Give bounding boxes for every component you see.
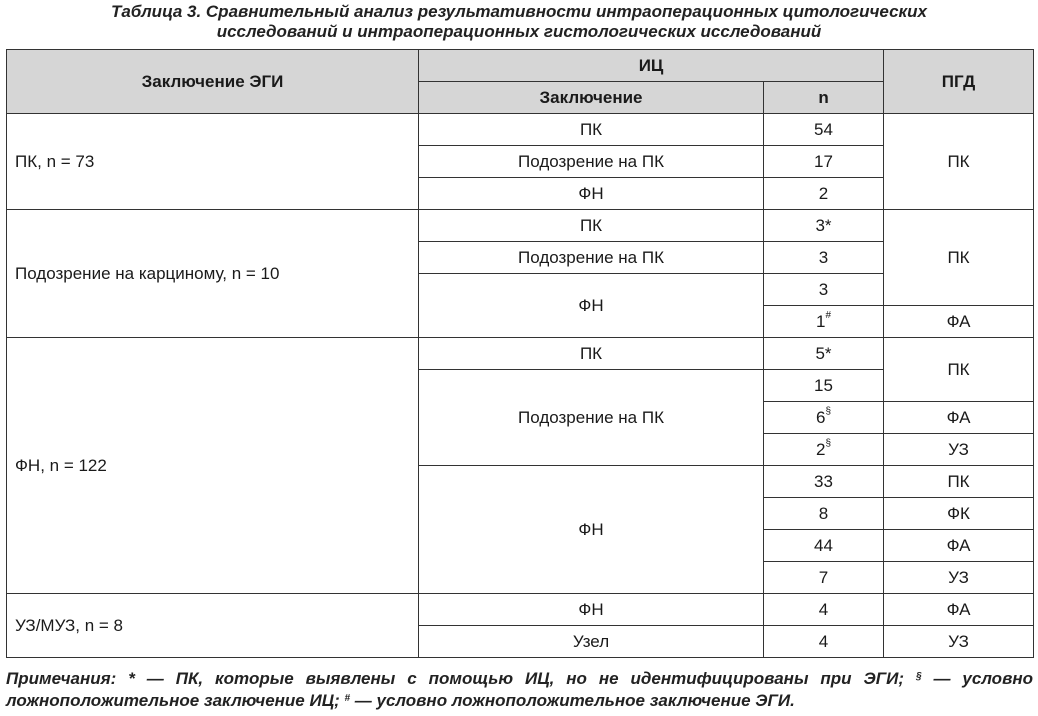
n-value — [764, 402, 884, 434]
ic-conclusion: ПК — [419, 338, 764, 370]
table-row — [7, 210, 1034, 242]
header-pgd: ПГД — [884, 50, 1034, 114]
table-row — [7, 114, 1034, 146]
n-value: 4 — [764, 626, 884, 658]
pgd-value: ФА — [884, 402, 1034, 434]
n-value: 3 — [764, 274, 884, 306]
pgd-value: ПК — [884, 210, 1034, 306]
pgd-value: ПК — [884, 466, 1034, 498]
n-value: 3* — [764, 210, 884, 242]
n-number: 2 — [815, 439, 826, 459]
table-caption — [0, 2, 1038, 42]
header-egi: Заключение ЭГИ — [7, 50, 419, 114]
footnote-mark: § — [825, 405, 832, 417]
table-row — [7, 594, 1034, 626]
n-value: 54 — [764, 114, 884, 146]
footnote-mark: # — [825, 309, 832, 321]
n-value: 5* — [764, 338, 884, 370]
ic-conclusion: Подозрение на ПК — [419, 146, 764, 178]
pgd-value: ФА — [884, 594, 1034, 626]
notes-text-3: — условно ложноположительное заключение ЭГИ. — [350, 691, 795, 710]
n-value: 33 — [764, 466, 884, 498]
header-n: n — [764, 82, 884, 114]
pgd-value: УЗ — [884, 562, 1034, 594]
n-value: 7 — [764, 562, 884, 594]
pgd-value: ФК — [884, 498, 1034, 530]
n-value: 17 — [764, 146, 884, 178]
pgd-value: УЗ — [884, 626, 1034, 658]
group-label: Подозрение на карциному, n = 10 — [7, 210, 419, 338]
pgd-value: ФА — [884, 530, 1034, 562]
ic-conclusion: ФН — [419, 274, 764, 338]
header-ic: ИЦ — [419, 50, 884, 82]
pgd-value: ПК — [884, 338, 1034, 402]
n-value: 4 — [764, 594, 884, 626]
caption-line-2: исследований и интраоперационных гистологических исследований — [216, 22, 822, 41]
n-value: 8 — [764, 498, 884, 530]
footnote-mark: § — [825, 437, 832, 449]
ic-conclusion: ФН — [419, 178, 764, 210]
ic-conclusion: ФН — [419, 594, 764, 626]
n-value: 44 — [764, 530, 884, 562]
n-value: 2 — [764, 178, 884, 210]
pgd-value: ПК — [884, 114, 1034, 210]
table-notes — [6, 668, 1033, 712]
n-value — [764, 306, 884, 338]
group-label: ПК, n = 73 — [7, 114, 419, 210]
caption-line-1: Таблица 3. Сравнительный анализ результативности интраоперационных цитологических — [110, 2, 928, 21]
header-conclusion: Заключение — [419, 82, 764, 114]
ic-conclusion: Подозрение на ПК — [419, 370, 764, 466]
group-label: УЗ/МУЗ, n = 8 — [7, 594, 419, 658]
ic-conclusion: ПК — [419, 114, 764, 146]
table-row — [7, 338, 1034, 370]
pgd-value: УЗ — [884, 434, 1034, 466]
n-value: 3 — [764, 242, 884, 274]
ic-conclusion: Узел — [419, 626, 764, 658]
group-label: ФН, n = 122 — [7, 338, 419, 594]
n-value: 15 — [764, 370, 884, 402]
pgd-value: ФА — [884, 306, 1034, 338]
notes-text-1: Примечания: * — ПК, которые выявлены с помощью ИЦ, но не идентифицированы при ЭГИ; — [6, 669, 916, 688]
n-number: 1 — [815, 311, 826, 331]
comparison-table — [6, 49, 1034, 658]
header-row-1 — [7, 50, 1034, 82]
ic-conclusion: Подозрение на ПК — [419, 242, 764, 274]
n-value — [764, 434, 884, 466]
footnote-mark: § — [915, 671, 922, 682]
n-number: 6 — [815, 407, 826, 427]
ic-conclusion: ФН — [419, 466, 764, 594]
footnote-mark: # — [344, 693, 351, 704]
ic-conclusion: ПК — [419, 210, 764, 242]
notes-text-2: — условно ложноположительное заключение ИЦ; — [6, 669, 1033, 710]
